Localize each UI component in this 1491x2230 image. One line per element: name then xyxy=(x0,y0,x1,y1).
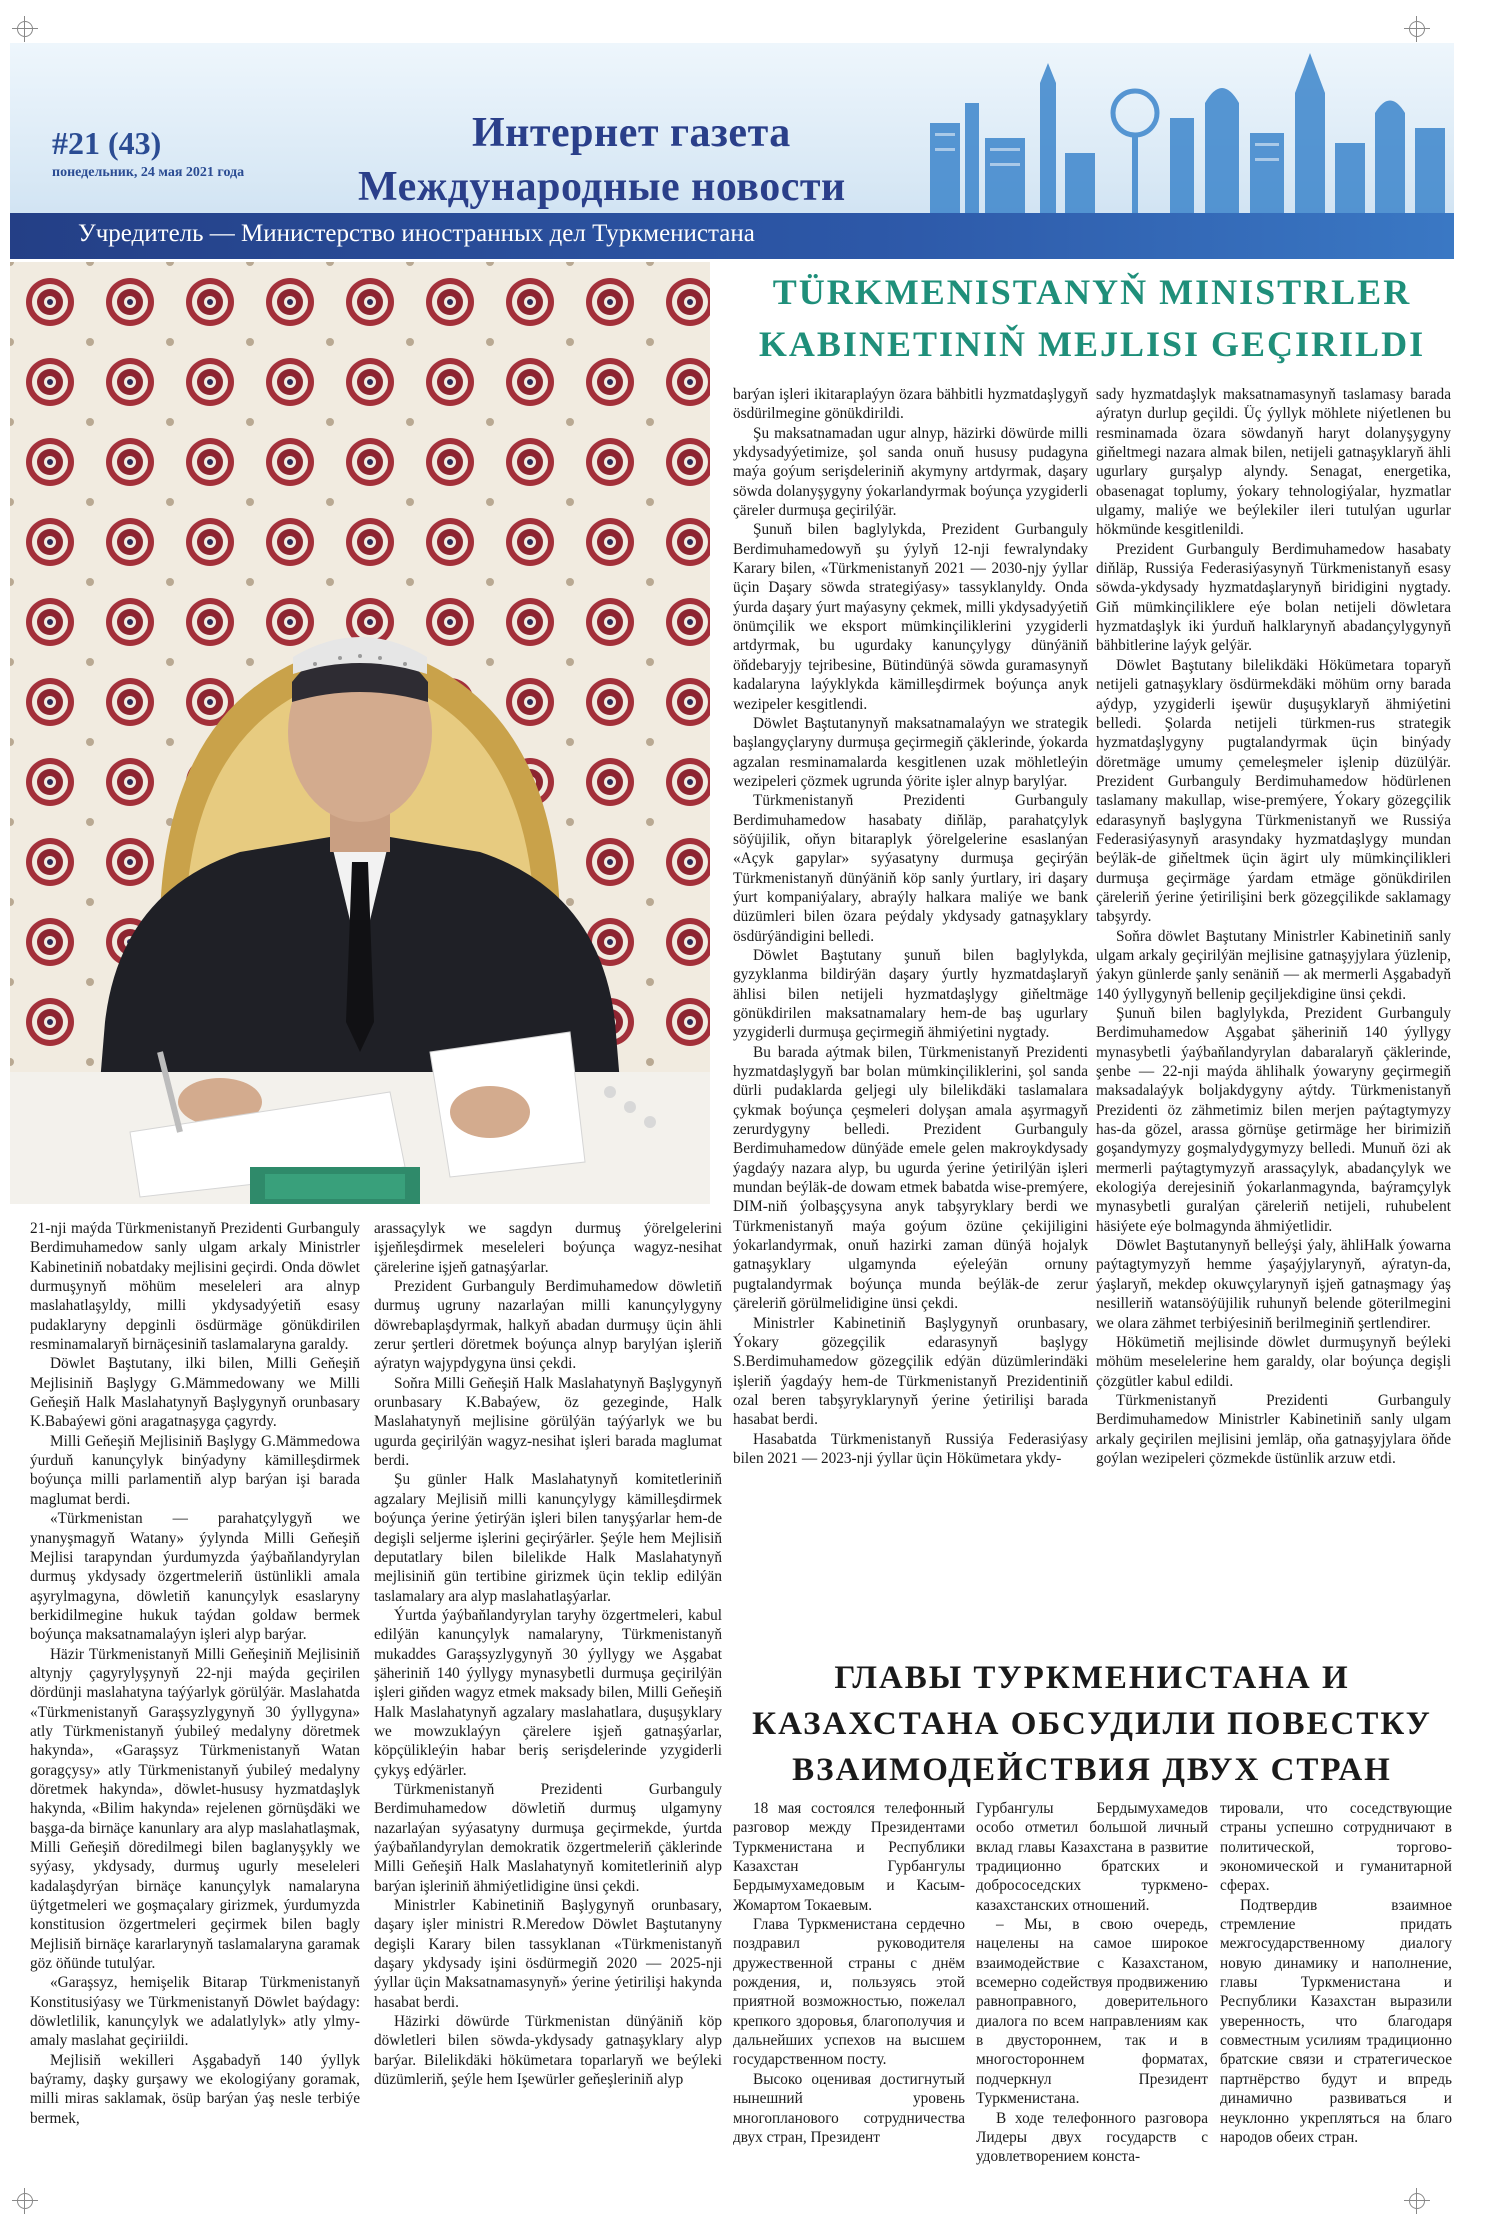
article1-column-2 xyxy=(374,1219,722,2089)
article1-paragraph: Döwlet Baştutany şunuň bilen baglylykda, gyzyklanma bildirýän daşary ýurtly hyzmatdaşlaryň ählisi bilen netijeli hyzmatdaşlygy giňeltmäge gönükdirilen maksatnamalary hem-de baş ugurlary yzygiderli durmuşa geçirmegiň ähmiýetini nygtady. xyxy=(733,946,1088,1042)
article1-paragraph: Prezident Gurbanguly Berdimuhamedow hasabaty diňläp, Russiýa Federasiýasynyň Türkmenistanyň esasy söwda-ykdysady hyzmatdaşlarynyň biridigini nygtady. Giň mümkinçiliklere eýe bolan netijeli döwletara hyzmatdaşlyk iki ýurduň halklarynyň abadançylygynyň bähbitlerine laýyk gelýär. xyxy=(1096,540,1451,655)
article1-paragraph: Döwlet Baştutany bilelikdäki Hökümetara toparyň netijeli gatnaşyklary ösdürmekdäki möhüm orny barada aýdyp, yzygiderli işewür duşuşyklaryň ähmiýetini belledi. Şolarda netijeli türkmen-rus strategik hyzmatdaşlygyny pugtalandyrmak üçin binýady döretmäge umumy çemeleşmeler işlenip düzülýär. Prezident Gurbanguly Berdimuhamedow hödürlenen taslamany makullap, wise-premýere, Ýokary gözegçilik edarasynyň başlygyna Türkmenistanyň we Russiýa Federasiýasynyň arasyndaky hyzmatdaşlygy mundan beýläk-de giňeltmek üçin ägirt uly mümkinçilikleri durmuşa geçirmäge ýardam etmäge gönükdirilen çäreleriň ýerine ýetirilişini berk gözegçilikde saklamagy tabşyrdy. xyxy=(1096,656,1451,926)
article2-headline-line2: КАЗАХСТАНА ОБСУДИЛИ ПОВЕСТКУ xyxy=(752,1706,1432,1742)
article2-column-1 xyxy=(733,1799,965,2147)
registration-mark-top-left xyxy=(12,16,38,42)
article2-headline-line1: ГЛАВЫ ТУРКМЕНИСТАНА И xyxy=(834,1660,1350,1696)
article1-paragraph: arassaçylyk we sagdyn durmuş ýörelgelerini işjeňleşdirmek meseleleri boýunça wagyz-nesihat çärelerine işjeň gatnaşýarlar. xyxy=(374,1220,722,1276)
issue-date: понедельник, 24 мая 2021 года xyxy=(52,165,245,180)
founder-line: Учредитель — Министерство иностранных дел Туркменистана xyxy=(78,220,755,247)
article1-column-1 xyxy=(30,1219,360,2128)
article2-paragraph: 18 мая состоялся телефонный разговор между Президентами Туркменистана и Республики Казахстан Гурбангулы Бердымухамедовым и Касым-Жомартом Токаевым. xyxy=(733,1800,965,1914)
article1-paragraph: Häzirki döwürde Türkmenistan dünýäniň köp döwletleri bilen söwda-ykdysady gatnaşyklary alyp barýar. Bilelikdäki hökümetara toparlaryň we beýleki düzümleriň, şeýle hem Işewürler geňeşleriniň alyp xyxy=(374,2013,722,2089)
article1-paragraph: Şunuň bilen baglylykda, Prezident Gurbanguly Berdimuhamedowyň şu ýylyň 12-nji fewralyndaky Karary bilen, «Türkmenistanyň 2021 — 2030-njy ýyllar üçin Daşary söwda strategiýasy» tassyklanyldy. Onda ýurda daşary ýurt maýasyny çekmek, milli ykdysadyýetiň önümçilik we eksport mümkinçiliklerini yzygiderli artdyrmak, bu ugurdaky kanunçylygy dünýäniň öňdebaryjy tejribesine, Bütindünýä söwda guramasynyň kadalaryna laýyklykda kämilleşdirmek boýunça anyk wezipeler kesgitlendi. xyxy=(733,521,1088,713)
article1-paragraph: 21-nji maýda Türkmenistanyň Prezidenti Gurbanguly Berdimuhamedow sanly ulgam arkaly Ministrler Kabinetiniň nobatdaky mejlisini geçirdi. Onda döwlet durmuşynyň möhüm meseleleri ara alnyp maslahatlaşyldy, milli ykdysadyýetiň esasy pudaklaryny depginli ösdürmäge gönükdirilen resminamalaryň birnäçesiniň taslamalaryna garaldy. xyxy=(30,1220,360,1354)
article2-paragraph: Глава Туркменистана сердечно поздравил руководителя дружественной страны с днём рождения, и, пользуясь этой приятной возможностью, пожелал крепкого здоровья, благополучия и дальнейших успехов на высшем государственном посту. xyxy=(733,1916,965,2069)
issue-number: #21 (43) xyxy=(52,125,162,161)
article1-paragraph: Ministrler Kabinetiniň Başlygynyň orunbasary, Ýokary gözegçilik edarasynyň başlygy S.Berdimuhamedow gözegçilik edýän düzümlerindäki işleriň ýagdaýy hem-de Türkmenistanyň Prezidentiniň ozal beren tabşyryklarynyň ýerine ýetirilişi barada hasabat berdi. xyxy=(733,1314,1088,1429)
article1-paragraph: Türkmenistanyň Prezidenti Gurbanguly Berdimuhamedow döwletiň durmuş ulgamyny nazarlaýan syýasatyny durmuşa geçirmekde, ýurtda ýaýbaňlandyrylan demokratik özgertmeleriň çäklerinde Milli Geňeşiň Halk Maslahatynyň komitetleriniň alyp barýan işleriniň ähmiýetlidigine ünsi çekdi. xyxy=(374,1780,722,1895)
article1-paragraph: Türkmenistanyň Prezidenti Gurbanguly Berdimuhamedow Ministrler Kabinetiniň sanly ulgam arkaly geçirilen mejlisini jemläp, oňa gatnaşyjylara öňde goýlan wezipeleri çözmekde üstünlik arzuw etdi. xyxy=(1096,1391,1451,1467)
registration-mark-bottom-right xyxy=(1404,2188,1430,2214)
article1-headline xyxy=(730,266,1454,370)
article1-paragraph: Ministrler Kabinetiniň Başlygynyň orunbasary, daşary işler ministri R.Meredow Döwlet Baştutanyny degişli Karary bilen tassyklanan «Türkmenistanyň daşary ykdysady işini ösdürmegiň 2020 — 2025-nji ýyllar üçin Maksatnamasynyň» ýerine ýetirilişi hakynda hasabat berdi. xyxy=(374,1897,722,2011)
article1-paragraph: Döwlet Baştutanynyň belleýşi ýaly, ähliHalk ýowarna paýtagtymyzyň hemme ýaşaýjylarynyň, aýratyn-da, ýaşlaryň, mekdep okuwçylarynyň işjeň gatnaşmagy ýaş nesilleriň watansöýüjilik ruhunyň belende göterilmegini we olara zähmet terbiýesiniň berilmeginiň şertlendirer. xyxy=(1096,1237,1451,1332)
article1-paragraph: Bu barada aýtmak bilen, Türkmenistanyň Prezidenti hyzmatdaşlygyň bar bolan mümkinçiliklerini, şol sanda dürli pudaklarda geljegi uly bilelikdäki taslamalara çykmak boýunça çeşmeleri dolyşan amala aşyrmagyň zerurdygyny belledi. Prezident Gurbanguly Berdimuhamedow dünýäde emele gelen makroykdysady ýagdaýy nazara alyp, bu ugurda ýerine ýetirilýän işleri mundan beýläk-de dowam etmek babatda wise-premýere, DIM-niň ýolbaşçysyna anyk tabşyryklary berdi we Türkmenistanyň maýa goýum özüne çekijiligini ýokarlandyrmak, onuň hazirki zaman dünýä hojalyk gatnaşyklary ulgamynda eýeleýän ornuny pugtalandyrmak boýunça munda beýläk-de zerur çäreleriň görülmelidigine ünsi çekdi. xyxy=(733,1043,1088,1313)
article1-paragraph: Häzir Türkmenistanyň Milli Geňeşiniň Mejlisiniň altynjy çagyrylyşynyň 22-nji maýda geçirilen dördünji maslahatyna taýýarlyk görülýär. Maslahatda «Türkmenistanyň Garaşsyzlygynyň 30 ýyllygyna» atly Türkmenistanyň ýubileý medalyny döretmek hakynda», «Garaşsyz Türkmenistanyň Watan goragçysy» atly Türkmenistanyň ýubileý medalyny döretmek hakynda», döwlet-hususy hyzmatdaşlyk hakynda, «Bilim hakynda» rejelenen görnüşdäki we başga-da birnäçe kanunlary ara alyp maslahatlaşmak, Milli Geňeşiň döredilmegi bilen baglanyşykly we syýasy, ykdysady, durmuş ugurly meseleleri kadalaşdyrýan birnäçe kanunçylyk namalaryna üýtgetmeleri we goşmaçalary girizmek, ýurdumyzda konstitusion özgertmeleri geçirmek bilen bagly Mejlisiň birnäçe kararlarynyň taslamalaryna garamak göz öňünde tutulýar. xyxy=(30,1645,360,1973)
article1-paragraph: sady hyzmatdaşlyk maksatnamasynyň taslamasy barada aýratyn durlup geçildi. Üç ýyllyk möhlete niýetlenen bu resminamada özara söwdanyň haryt dolanyşygyny giňeltmegi nazara almak bilen, netijeli gatnaşyklaryň ähli ugurlary gurşalyp alyndy. Senagat, energetika, obasenagat toplumy, ýokary tehnologiýalar, hyzmatlar ulgamy, maliýe we beýlekiler ileri tutulýan ugurlar hökmünde kesgitlenildi. xyxy=(1096,386,1451,539)
president-photo xyxy=(10,262,710,1204)
article1-paragraph: Milli Geňeşiň Mejlisiniň Başlygy G.Mämmedowa ýurduň kanunçylyk binýadyny kämilleşdirmek boýunça milli parlamentiň alyp barýan işi barada maglumat berdi. xyxy=(30,1432,360,1508)
article2-paragraph: Гурбангулы Бердымухамедов особо отметил большой личный вклад главы Казахстана в развитие традиционно братских и добрососедских туркмено-казахстанских отношений. xyxy=(976,1800,1208,1914)
newspaper-title-line2: Международные новости xyxy=(358,164,846,210)
article1-headline-line1: TÜRKMENISTANYŇ MINISTRLER xyxy=(772,272,1412,312)
article1-paragraph: Şu günler Halk Maslahatynyň komitetleriniň agzalary Mejlisiň milli kanunçylygy kämilleşdirmek boýunça ýerine ýetirýän işleri bilen tanyşýarlar hem-de degişli seljerme işlerini geçirýärler. Şeýle hem Mejlisiň deputatlary bilen bilelikde Halk Maslahatynyň mejlisiniň gün tertibine girizmek üçin teklip edilýän taslamalary ara alyp maslahatlaşýarlar. xyxy=(374,1471,722,1605)
article1-paragraph: «Türkmenistan — parahatçylygyň we ynanyşmagyň Watany» ýylynda Milli Geňeşiň Mejlisi tarapyndan ýurdumyzda ýaýbaňlandyrylan durmuş ykdysady özgertmeleriň üstünlikli amala aşyrylmagyna, döwletiň kanunçylyk esaslaryny berkidilmegine hukuk taýdan goldaw bermek boýunça maksatnamalaýyn işleri alyp barýar. xyxy=(30,1510,360,1644)
article1-paragraph: Hökümetiň mejlisinde döwlet durmuşynyň beýleki möhüm meselelerine hem garaldy, olar boýunça degişli çözgütler kabul edildi. xyxy=(1096,1333,1451,1390)
article2-column-2 xyxy=(976,1799,1208,2167)
article1-paragraph: barýan işleri ikitaraplaýyn özara bähbitli hyzmatdaşlygyň ösdürilmegine gönükdirildi. xyxy=(733,386,1088,423)
article2-column-3 xyxy=(1220,1799,1452,2147)
article2-paragraph: Высоко оценивая достигнутый нынешний уровень многопланового сотрудничества двух стран, Президент xyxy=(733,2070,965,2146)
article1-paragraph: Hasabatda Türkmenistanyň Russiýa Federasiýasy bilen 2021 — 2023-nji ýyllar üçin Hökümetara ykdy- xyxy=(733,1430,1088,1467)
article2-paragraph: В ходе телефонного разговора Лидеры двух государств с удовлетворением конста- xyxy=(976,2109,1208,2166)
article2-paragraph: – Мы, в свою очередь, нацелены на самое широкое взаимодействие с Казахстаном, всемерно содействуя продвижению равноправного, доверительного диалога по всем направлениям как в двустороннем, так и в многостороннем форматах, подчеркнул Президент Туркменистана. xyxy=(976,1916,1208,2108)
article2-headline xyxy=(730,1655,1454,1793)
masthead xyxy=(10,43,1454,259)
article1-paragraph: Döwlet Baştutany, ilki bilen, Milli Geňeşiň Mejlisiniň Başlygy G.Mämmedowany we Milli Geňeşiň Halk Maslahatynyň Başlygynyň orunbasary K.Babaýewi göni aragatnaşyga çagyrdy. xyxy=(30,1355,360,1431)
registration-mark-bottom-left xyxy=(12,2188,38,2214)
article1-paragraph: Soňra döwlet Baştutany Ministrler Kabinetiniň sanly ulgam arkaly geçirilýän mejlisine gatnaşyjylara ýüzlenip, ýakyn günlerde şanly senäniň — ak mermerli Aşgabadyň 140 ýyllygynyň bellenip geçiljekdigine ünsi çekdi. xyxy=(1096,927,1451,1003)
article1-paragraph: Mejlisiň wekilleri Aşgabadyň 140 ýyllyk baýramy, daşky gurşawy we ekologiýany goramak, milli miras saklamak, ösüp barýan ýaş nesle terbiýe bermek, xyxy=(30,2051,360,2127)
article1-column-3 xyxy=(733,385,1088,1468)
city-skyline-illustration xyxy=(910,43,1454,213)
article1-paragraph: Şunuň bilen baglylykda, Prezident Gurbanguly Berdimuhamedow Aşgabat şäheriniň 140 ýyllygy mynasybetli ýaýbaňlandyrylan dabaralaryň çäklerinde, şenbe — 22-nji maýda ählihalk ýowaryny geçirmegiň maksadalaýyk boljakdygyny aýtdy. Türkmenistanyň Prezidenti öz zähmetimiz bilen merjen paýtagtymyzy has-da gözel, arassa görnüşe getirmäge her birimiziň goşandymyzy goşmalydygymyzy belledi. Munuň özi ak mermerli paýtagtymyzyň arassaçylyk, abadançylyk we ekologiýa derejesiniň ýokarlanmagynda, baýramçylyk mynasybetli guralýan çäreleriň netijeli, ruhubelent häsiýete eýe bolmagynda ähmiýetlidir. xyxy=(1096,1005,1451,1235)
newspaper-title-line1: Интернет газета xyxy=(472,110,791,156)
article2-paragraph: тировали, что соседствующие страны успешно сотрудничают в политической, торгово-экономической и гуманитарной сферах. xyxy=(1220,1800,1452,1895)
article1-paragraph: Döwlet Baştutanynyň maksatnamalaýyn we strategik başlangyçlaryny durmuşa geçirmegiň çäklerinde, ýokarda agzalan resminamalarda kesgitlenen uzak möhletleýin wezipeleri çözmek ugrunda ýörite işler alnyp barylýar. xyxy=(733,714,1088,790)
article2-paragraph: Подтвердив взаимное стремление придать межгосударственному диалогу новую динамику и наполнение, главы Туркменистана и Республики Казахстан выразили уверенность, что благодаря совместным усилиям традиционно братские связи и стратегическое партнёрство будут и впредь динамично развиваться и неуклонно укрепляться на благо народов обеих стран. xyxy=(1220,1896,1452,2146)
article1-paragraph: «Garaşsyz, hemişelik Bitarap Türkmenistanyň Konstitusiýasy we Türkmenistanyň Döwlet baýdagy: döwletlilik, kanunçylyk we adalatlylyk» atly ylmy-amaly maslahat geçiriildi. xyxy=(30,1974,360,2050)
article1-paragraph: Ýurtda ýaýbaňlandyrylan taryhy özgertmeleri, kabul edilýän kanunçylyk namalaryny, Türkmenistanyň mukaddes Garaşsyzlygynyň 30 ýyllygy we Aşgabat şäheriniň 140 ýyllygy mynasybetli durmuşa geçirilýän işleri giňden wagyz etmek maksady bilen, Milli Geňeşiň Halk Maslahatynyň agzalary maslahatlara, duşuşyklary we mowzuklaýyn çärelere işjeň gatnaşýarlar, köpçülikleýin habar beriş serişdelerinde yzygiderli çykyş edýärler. xyxy=(374,1606,722,1779)
article1-paragraph: Soňra Milli Geňeşiň Halk Maslahatynyň Başlygynyň orunbasary K.Babaýew, öz gezeginde, Halk Maslahatynyň mejlisine görülýän taýýarlyk we bu ugurda geçirilýän wagyz-nesihat işleri barada maglumat berdi. xyxy=(374,1374,722,1470)
article2-headline-line3: ВЗАИМОДЕЙСТВИЯ ДВУХ СТРАН xyxy=(792,1752,1392,1788)
article1-paragraph: Prezident Gurbanguly Berdimuhamedow döwletiň durmuş ugruny nazarlaýan milli kanunçylygyny döwrebaplaşdyrmak, halkyň abadan durmuşy üçin ähli zerur şertleri döretmek boýunça alnyp barylýan işleriň aýratyn wajypdygyna ünsi çekdi. xyxy=(374,1278,722,1373)
article1-column-4 xyxy=(1096,385,1451,1468)
article1-paragraph: Türkmenistanyň Prezidenti Gurbanguly Berdimuhamedow hasabaty diňläp, parahatçylyk söýüjilik, oňyn bitaraplyk ýörelgelerine esaslanýan «Açyk gapylar» syýasatyny durmuşa geçirýän Türkmenistanyň dünýäniň köp sanly ýurtlary, iri daşary ýurt kompaniýalary, abraýly halkara maliýe we bank düzümleri bilen özara peýdaly ykdysady gatnaşyklary ösdürýändigini belledi. xyxy=(733,792,1088,945)
registration-mark-top-right xyxy=(1404,16,1430,42)
article1-headline-line2: KABINETINIŇ MEJLISI GEÇIRILDI xyxy=(758,324,1426,364)
article1-paragraph: Şu maksatnamadan ugur alnyp, häzirki döwürde milli ykdysadyýetimize, şol sanda onuň hususy pudagyna maýa goýum serişdeleriniň akymyny artdyrmak, daşary söwda dolanyşygyny ýokarlandyrmak boýunça yzygiderli çäreler durmuşa geçirilýär. xyxy=(733,424,1088,520)
